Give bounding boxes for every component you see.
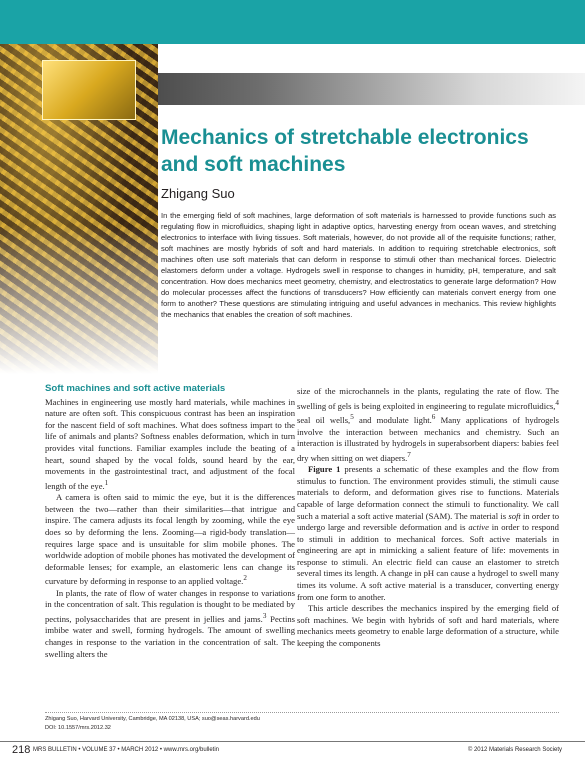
reference-marker: 2: [243, 574, 247, 583]
paragraph-text: Many applications of hydrogels involve the interaction between mechanics and chemistry. Such an interaction is illustrated by hydrogels in superabsorbent diapers: babies feel dry when sitting on wet diapers.: [297, 414, 559, 463]
header-color-bar: [0, 0, 585, 44]
reference-marker: 5: [350, 413, 354, 422]
figure-reference-link[interactable]: Figure 1: [308, 464, 341, 475]
title-line-1: Mechanics of stretchable electronics: [161, 126, 529, 149]
cover-image-stretchable-electronics: [0, 44, 158, 374]
author-name: Zhigang Suo: [161, 186, 235, 201]
paragraph-text: A camera is often said to mimic the eye, but it is the differences between the two—rather than their similarities—that intrigue and inspire. The camera adjusts its focal length by zooming, while the eye does so by deforming the lens. Zooming—a rigid-body translation—requires large space and is unsuitable for slim mobile phones. The worldwide adoption of mobile phones has motivated the development of deformable lenses; for example, an elastomeric lens can change its curvature by deforming in response to an applied voltage.: [45, 492, 295, 587]
page-number: 218: [12, 744, 31, 756]
reference-marker: 3: [262, 612, 267, 620]
paragraph-text: size of the microchannels in the plants, regulating the rate of flow. The swelling of gels is being exploited in engineering to regulate microfluidics,: [297, 386, 559, 411]
paragraph-text: and modulate light.: [353, 414, 432, 425]
reference-marker: 7: [407, 450, 411, 459]
reference-marker: 6: [431, 413, 436, 422]
wafer-highlight: [42, 60, 136, 120]
abstract: In the emerging field of soft machines, large deformation of soft materials is harnessed to provide functions such as regulating flow in microfluidics, shaping light in adaptive optics, harvesting energy from ocean waves, and stretching electronics to interface with living tissues. Soft materials, however, do not provide all of the requisite functions; rather, soft machines are mostly hybrids of soft and hard materials. In addition to requiring stretchable electronics, soft machines often use soft materials that can deform in response to stimuli other than mechanical forces. Dielectric elastomers deform under a voltage. Hydrogels swell in response to changes in humidity, pH, temperature, and salt concentration. How does mechanics meet geometry, chemistry, and electrostatics to generate large deformation? How do molecular processes affect the functions of transducers? How efficiently can materials convert energy from one form to another? These questions are stimulating intriguing and useful advances in mechanics. This review highlights the mechanics that enables the creation of soft machines.: [161, 211, 556, 319]
paragraph: [45, 588, 295, 660]
paragraph: [45, 492, 295, 588]
emphasis: active: [468, 522, 489, 533]
section-heading: Soft machines and soft active materials: [45, 383, 226, 394]
left-column: [45, 383, 295, 660]
paragraph-text: presents a schematic of these examples and the flow from stimulus to function. The environment provides stimuli, the stimuli cause materials to deform, and deformation gives rise to functions. Materials capable of large deformation connect the stimuli to functionality. We call such a material a soft active material (SAM). The material is: [297, 464, 560, 521]
reference-marker: 4: [555, 398, 559, 407]
paragraph-text: in order to undergo large and reversible deformation and is: [297, 510, 559, 533]
article-title: [161, 124, 561, 178]
paragraph-text: In plants, the rate of flow of water changes in response to variations in the concentration of salt. This regulation is thought to be mediated by pectins, polysaccharides that are present in jellies and jams.: [45, 587, 295, 624]
footnote-divider: [45, 712, 559, 713]
paragraph: [297, 603, 559, 649]
paragraph-text: Machines in engineering use mostly hard materials, while machines in nature are often soft. This conspicuous contrast has been an inspiration for the nascent field of soft machines. What does softness impart to the life of animals and plants? Softness enables deformation, which in turn provides vital functions. Familiar examples include the beating of a heart, sound shaped by the vocal folds, sound heard by the ear, movements in the gastrointestinal tract, and adjustment of the focal length of the eye.: [45, 396, 295, 491]
footer-divider: [0, 741, 585, 742]
running-head: MRS BULLETIN • VOLUME 37 • MARCH 2012 • www.mrs.org/bulletin: [33, 747, 220, 753]
paragraph-text: Pectins imbibe water and swell, forming hydrogels. The amount of swelling changes in response to the variation in the concentration of salt. The swelling alters the: [45, 613, 295, 659]
author-affiliation: Zhigang Suo, Harvard University, Cambridge, MA 02138, USA; suo@seas.harvard.edu: [45, 716, 260, 722]
title-line-2: and soft machines: [161, 153, 346, 176]
paragraph: [45, 397, 295, 493]
paragraph-text: in order to respond to stimuli in addition to mechanical forces. Soft active materials in engineering are apt in mimicking a salient feature of life: movements in response to stimuli. An electric field can cause an elastomer to stretch several times its length. A change in pH can cause a hydrogel to swell many times its volume. A soft active material is a transducer, converting energy from one form to another.: [297, 522, 559, 602]
copyright-notice: © 2012 Materials Research Society: [467, 747, 562, 753]
doi: DOI: 10.1557/mrs.2012.32: [45, 725, 111, 731]
paragraph: [297, 464, 559, 603]
paragraph-text: This article describes the mechanics inspired by the emerging field of soft machines. We begin with hybrids of soft and hard materials, where mechanics meets geometry to enable large deformation of a structure, while keeping the components: [297, 603, 559, 649]
reference-marker: 1: [104, 478, 109, 487]
paragraph-text: seal oil wells,: [297, 414, 351, 425]
right-column: [297, 386, 559, 650]
paragraph: [297, 386, 559, 464]
page-footer: [12, 744, 562, 758]
emphasis: soft: [508, 510, 521, 521]
